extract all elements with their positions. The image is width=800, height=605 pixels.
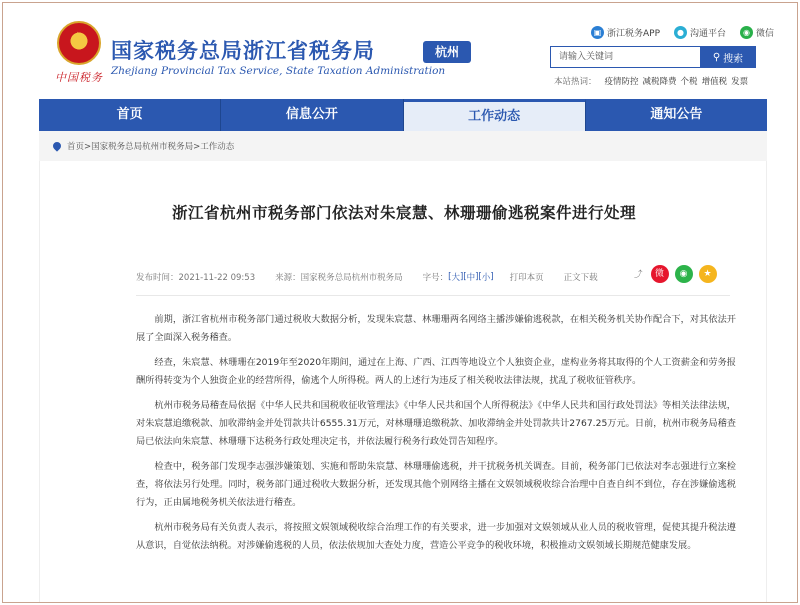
weibo-icon[interactable]: 微 [651, 265, 669, 283]
breadcrumb-current[interactable]: 工作动态 [200, 142, 235, 152]
print-link[interactable]: 打印本页 [509, 273, 544, 283]
breadcrumb-home[interactable]: 首页 [67, 142, 85, 152]
hot-word[interactable]: 疫情防控 [604, 77, 639, 87]
download-link[interactable]: 正文下载 [563, 273, 598, 283]
divider [136, 295, 730, 296]
hot-words-label: 本站热词： [554, 77, 597, 87]
hot-word[interactable]: 减税降费 [642, 77, 677, 87]
main-nav [39, 99, 767, 131]
nav-info-disclosure[interactable]: 信息公开 [221, 99, 403, 131]
breadcrumb: 首页>国家税务总局杭州市税务局>工作动态 [39, 131, 767, 161]
share-bar [634, 265, 717, 283]
article-title: 浙江省杭州市税务部门依法对朱宸慧、林珊珊偷逃税案件进行处理 [171, 204, 636, 222]
favorite-star-icon[interactable]: ★ [699, 265, 717, 283]
wechat-link[interactable] [740, 23, 774, 41]
app-link-label: 浙江税务APP [607, 28, 661, 39]
breadcrumb-bureau[interactable]: 国家税务总局杭州市税务局 [91, 142, 194, 152]
search-button-label: 搜索 [723, 53, 744, 65]
search-button[interactable] [700, 46, 756, 68]
font-medium-link[interactable]: 中 [466, 273, 476, 283]
hot-word[interactable]: 个税 [680, 77, 698, 87]
wechat-share-icon[interactable]: ◉ [675, 265, 693, 283]
article-paragraph: 杭州市税务局有关负责人表示，将按照文娱领域税收综合治理工作的有关要求，进一步加强对文娱领域从业人员的税收管理，促使其提升税法遵从意识，自觉依法纳税。对涉嫌偷逃税的人员，依法依规加大查处力度，营造公平竞争的税收环境，积极推动文娱领域长期规范健康发展。 [136, 522, 736, 551]
site-title[interactable]: 国家税务总局浙江省税务局 [111, 39, 375, 63]
location-pin-icon [51, 140, 62, 151]
article-body [136, 311, 736, 562]
publish-time: 发布时间：2021-11-22 09:53 [136, 273, 256, 283]
article-paragraph: 经查，朱宸慧、林珊珊在2019年至2020年期间，通过在上海、广西、江西等地设立个人独资企业，虚构业务将其取得的个人工资薪金和劳务报酬所得转变为个人独资企业的经营所得，偷逃个人所得税。两人的上述行为违反了相关税收法律法规，扰乱了税收征管秩序。 [136, 357, 736, 386]
article-source: 来源：国家税务总局杭州市税务局 [275, 273, 403, 283]
hot-word[interactable]: 发票 [731, 77, 749, 87]
emblem-caption: 中国税务 [55, 71, 103, 84]
font-large-link[interactable]: 大 [451, 273, 460, 283]
search-input[interactable]: 请输入关键词 [550, 46, 700, 68]
city-badge[interactable]: 杭州 [423, 41, 471, 63]
hot-words [554, 75, 748, 87]
article [39, 161, 767, 603]
tax-emblem-logo[interactable] [57, 21, 101, 65]
star-icon: ★ [72, 30, 84, 45]
site-subtitle: Zhejiang Provincial Tax Service, State Taxation Administration [111, 65, 446, 77]
communication-link[interactable] [674, 23, 726, 41]
share-icon[interactable]: ⤴ [634, 270, 643, 280]
nav-home[interactable]: 首页 [39, 99, 221, 131]
wechat-icon: ◉ [740, 26, 753, 39]
top-links [591, 23, 774, 41]
chat-bubble-icon: ● [674, 26, 687, 39]
font-size-label: 字号： [422, 273, 449, 283]
page-frame [2, 2, 798, 603]
wechat-link-label: 微信 [756, 28, 775, 39]
nav-notices[interactable]: 通知公告 [650, 107, 703, 122]
hot-word[interactable]: 增值税 [701, 77, 728, 87]
search-icon: ⚲ [712, 51, 721, 63]
font-small-link[interactable]: 小 [481, 273, 491, 283]
communication-link-label: 沟通平台 [690, 28, 727, 39]
site-header [3, 3, 798, 99]
app-link[interactable] [591, 23, 660, 41]
nav-work-news[interactable]: 工作动态 [404, 99, 586, 131]
article-paragraph: 杭州市税务局稽查局依据《中华人民共和国税收征收管理法》《中华人民共和国个人所得税法》《中华人民共和国行政处罚法》等相关法律法规，对朱宸慧追缴税款、加收滞纳金并处罚款共计6555.31万元，对林珊珊追缴税款、加收滞纳金并处罚款共计2767.25万元。日前，杭州市税务局稽查局已依法向朱宸慧、林珊珊下达税务行政处理决定书，并依法履行税务行政处罚告知程序。 [136, 400, 736, 447]
article-meta: 发布时间：2021-11-22 09:53 来源：国家税务总局杭州市税务局 字号： [ 大 ][ 中 ][ 小 ] 打印本页 正文下载 [136, 272, 598, 283]
article-paragraph: 前期，浙江省杭州市税务部门通过税收大数据分析，发现朱宸慧、林珊珊两名网络主播涉嫌偷逃税款，在相关税务机关协作配合下，对其依法开展了全面深入税务稽查。 [136, 314, 736, 343]
mobile-app-icon: ▣ [591, 26, 604, 39]
article-paragraph: 检查中，税务部门发现李志强涉嫌策划、实施和帮助朱宸慧、林珊珊偷逃税，并干扰税务机关调查。目前，税务部门已依法对李志强进行立案检查，将依法另行处理。同时，税务部门通过税收大数据分析，还发现其他个别网络主播在文娱领域税收综合治理中自查自纠不到位，存在涉嫌偷逃税行为，正由属地税务机关依法进行稽查。 [136, 461, 736, 508]
